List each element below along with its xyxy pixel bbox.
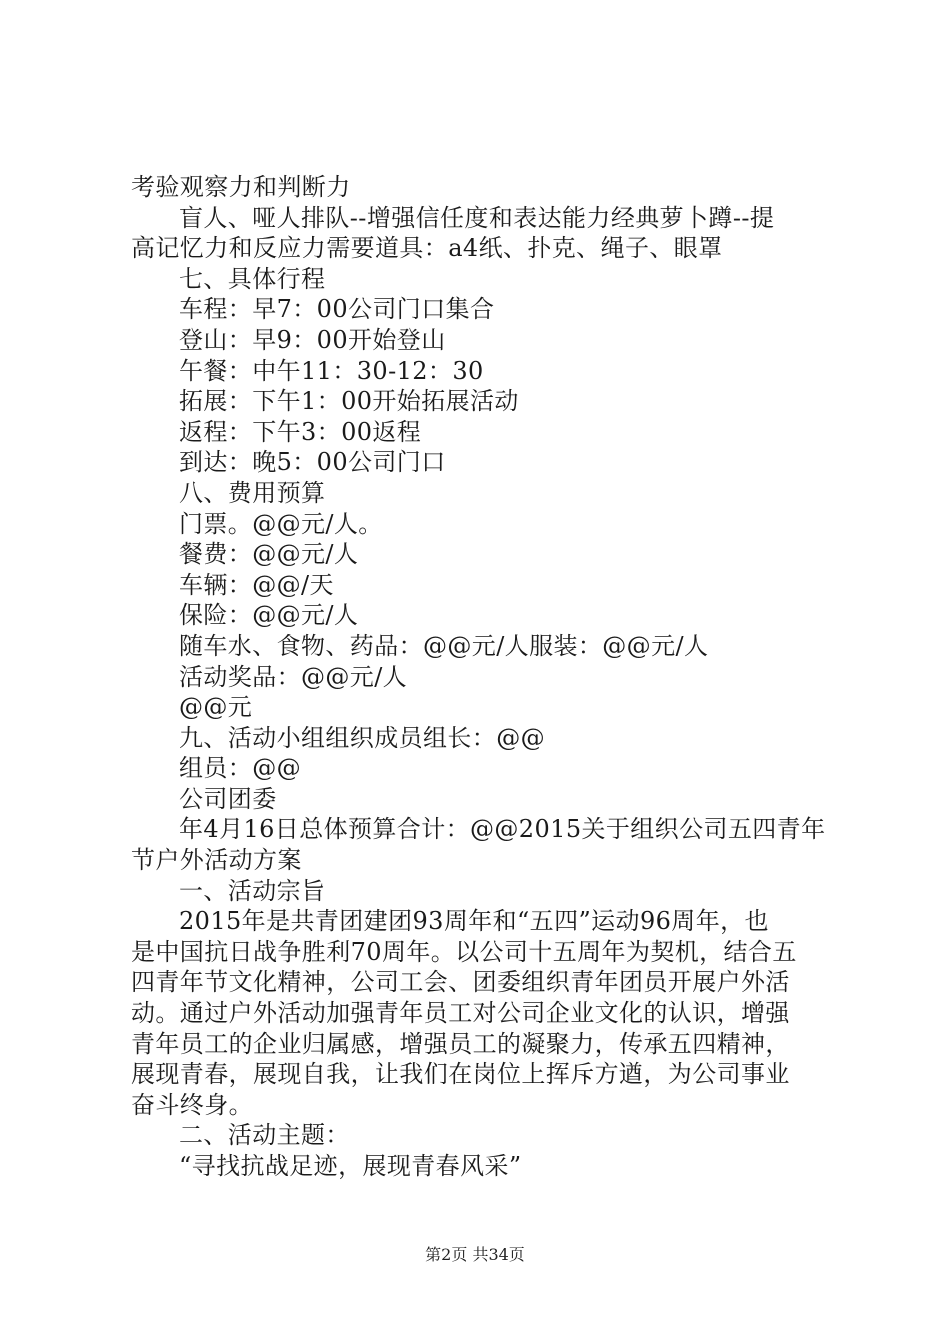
text-line: 2015年是共青团建团93周年和“五四”运动96周年，也 <box>179 907 769 936</box>
text-line: 午餐：中午11：30-12：30 <box>179 356 484 385</box>
text-line: 八、费用预算 <box>179 478 326 507</box>
text-line: 门票。@@元/人。 <box>179 509 383 538</box>
text-line: 四青年节文化精神，公司工会、团委组织青年团员开展户外活 <box>131 968 790 997</box>
text-line: 组员：@@ <box>179 754 301 783</box>
text-line: 二、活动主题： <box>179 1121 350 1150</box>
text-line: 餐费：@@元/人 <box>179 540 359 569</box>
text-line: 高记忆力和反应力需要道具：a4纸、扑克、绳子、眼罩 <box>131 234 723 263</box>
page-footer: 第2页 共34页 <box>425 1245 525 1264</box>
text-line: 随车水、食物、药品：@@元/人服装：@@元/人 <box>179 631 709 660</box>
text-line: 七、具体行程 <box>179 264 326 293</box>
text-line: “寻找抗战足迹，展现青春风采” <box>179 1152 522 1180</box>
document-body <box>131 172 831 1182</box>
text-line: @@元 <box>179 693 253 722</box>
text-line: 登山：早9：00开始登山 <box>179 325 446 354</box>
text-line: 动。通过户外活动加强青年员工对公司企业文化的认识，增强 <box>131 999 790 1028</box>
text-line: 年4月16日总体预算合计：@@2015关于组织公司五四青年 <box>179 815 826 844</box>
text-line: 节户外活动方案 <box>131 846 302 875</box>
text-line: 一、活动宗旨 <box>179 876 326 905</box>
text-line: 拓展：下午1：00开始拓展活动 <box>179 387 519 416</box>
text-line: 盲人、哑人排队--增强信任度和表达能力经典萝卜蹲--提 <box>179 203 775 232</box>
text-line: 保险：@@元/人 <box>179 601 359 630</box>
text-line: 展现青春，展现自我，让我们在岗位上挥斥方遒，为公司事业 <box>131 1060 790 1089</box>
text-line: 是中国抗日战争胜利70周年。以公司十五周年为契机，结合五 <box>131 937 797 966</box>
text-line: 九、活动小组组织成员组长：@@ <box>179 723 545 752</box>
text-line: 活动奖品：@@元/人 <box>179 662 408 691</box>
text-line: 考验观察力和判断力 <box>131 173 351 201</box>
text-line: 返程：下午3：00返程 <box>179 417 422 446</box>
text-line: 奋斗终身。 <box>131 1090 253 1119</box>
text-line: 公司团委 <box>179 784 277 813</box>
text-line: 青年员工的企业归属感，增强员工的凝聚力，传承五四精神， <box>131 1029 790 1058</box>
text-line: 到达：晚5：00公司门口 <box>179 448 446 477</box>
text-line: 车程：早7：00公司门口集合 <box>179 295 495 324</box>
text-line: 车辆：@@/天 <box>179 570 334 599</box>
